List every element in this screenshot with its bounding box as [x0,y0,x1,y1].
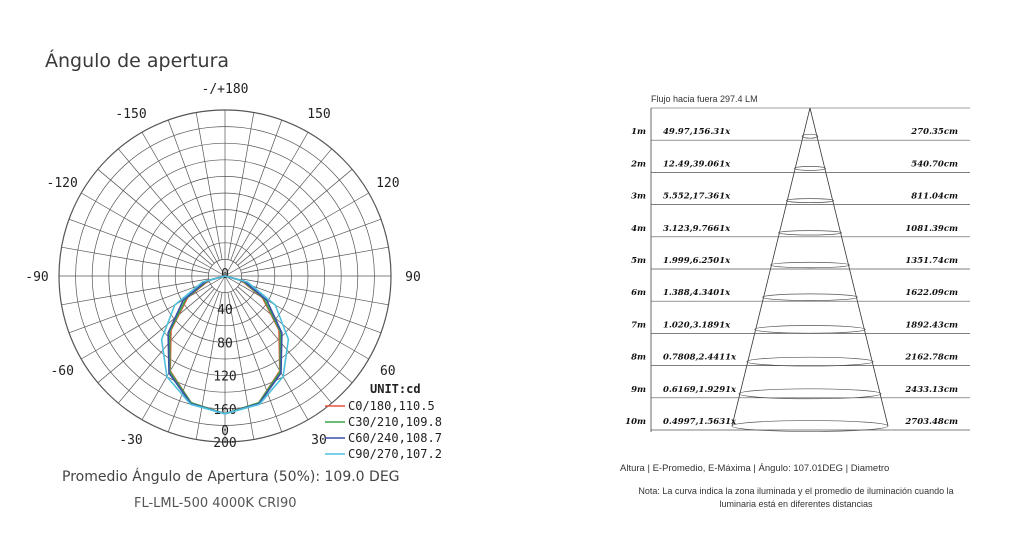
beam-height-label: 1m [631,127,646,138]
beam-height-label: 8m [631,352,646,363]
polar-angle-label: -/+180 [201,82,249,97]
beam-angle-summary: Promedio Ángulo de Apertura (50%): 109.0 DEG [62,469,400,485]
polar-angle-label: 60 [379,364,396,379]
beam-ellipse [794,166,826,170]
beam-frame [651,108,970,432]
beam-illuminance-label: 1.999,6.2501x [663,256,731,266]
beam-ellipse [755,326,866,334]
polar-unit-label: UNIT:cd [370,382,421,396]
beam-illuminance-label: 5.552,17.361x [663,191,731,202]
beam-ellipse [747,357,873,366]
beam-table-title: Flujo hacia fuera 297.4 LM [651,94,758,104]
beam-cone-edge [732,108,810,426]
beam-diameter-label: 1892.43cm [905,320,958,331]
beam-illuminance-label: 49.97,156.31x [663,127,731,138]
polar-angle-label: -90 [25,270,49,285]
beam-table-note: Nota: La curva indica la zona iluminada y el promedio de iluminación cuando la luminaria está en diferentes distancias [638,486,954,509]
beam-height-label: 10m [625,417,646,427]
beam-rows [625,127,970,431]
beam-ellipse [786,199,833,203]
polar-radial-label: 160 [213,402,237,418]
beam-ellipse [771,262,850,268]
beam-ellipse [739,389,881,399]
beam-height-label: 2m [631,159,646,170]
polar-angle-label: 150 [307,107,331,123]
page-title: Ángulo de apertura [45,50,230,72]
beam-illuminance-label: 3.123,9.7661x [663,223,731,234]
polar-radial-label: 120 [213,369,237,385]
beam-diameter-label: 540.70cm [911,159,958,170]
beam-diameter-label: 811.04cm [911,191,958,202]
polar-radial-label: 200 [213,436,237,451]
beam-illuminance-label: 0.7808,2.4411x [663,352,737,363]
beam-illuminance-label: 1.020,3.1891x [663,320,731,331]
beam-cone-edge [810,108,888,426]
beam-illuminance-label: 1.388,4.3401x [663,288,731,299]
beam-height-label: 7m [631,320,646,331]
polar-radial-label: 80 [217,336,233,352]
beam-illuminance-label: 0.4997,1.5631x [663,417,737,427]
beam-diameter-label: 2162.78cm [905,352,958,363]
polar-angle-label: 90 [405,270,421,285]
beam-ellipse [763,294,858,301]
legend-label: C90/270,107.2 [348,447,442,461]
polar-angle-label: -60 [50,364,74,379]
beam-ellipse [802,134,818,138]
legend-label: C60/240,108.7 [348,431,442,445]
beam-illuminance-label: 12.49,39.061x [663,159,731,170]
beam-diameter-label: 1081.39cm [905,223,958,234]
beam-diameter-label: 1351.74cm [905,256,958,266]
beam-diameter-label: 2703.48cm [905,417,958,427]
legend-label: C0/180,110.5 [348,399,435,413]
polar-radial-label: 0 [221,267,229,282]
beam-diameter-label: 270.35cm [911,127,958,138]
polar-angle-label: 0 [221,424,229,439]
polar-angle-label: 30 [311,432,327,448]
model-label: FL-LML-500 4000K CRI90 [134,496,297,511]
beam-diameter-label: 2433.13cm [905,384,958,395]
legend-label: C30/210,109.8 [348,415,442,429]
polar-angle-label: -120 [46,176,78,191]
beam-height-label: 5m [631,256,646,266]
polar-angle-label: 120 [376,176,400,191]
beam-diameter-label: 1622.09cm [905,288,958,299]
beam-height-label: 9m [631,384,646,395]
beam-table-footer: Altura | E-Promedio, E-Máxima | Ángulo: 107.01DEG | Diametro [620,463,890,474]
beam-height-label: 3m [631,191,646,202]
polar-angle-label: -150 [115,107,147,123]
beam-height-label: 6m [631,288,646,299]
polar-angle-label: -30 [119,432,143,448]
beam-illuminance-label: 0.6169,1.9291x [663,384,737,395]
beam-ellipse [778,231,841,235]
beam-height-label: 4m [631,223,646,234]
polar-radial-label: 40 [217,303,233,319]
